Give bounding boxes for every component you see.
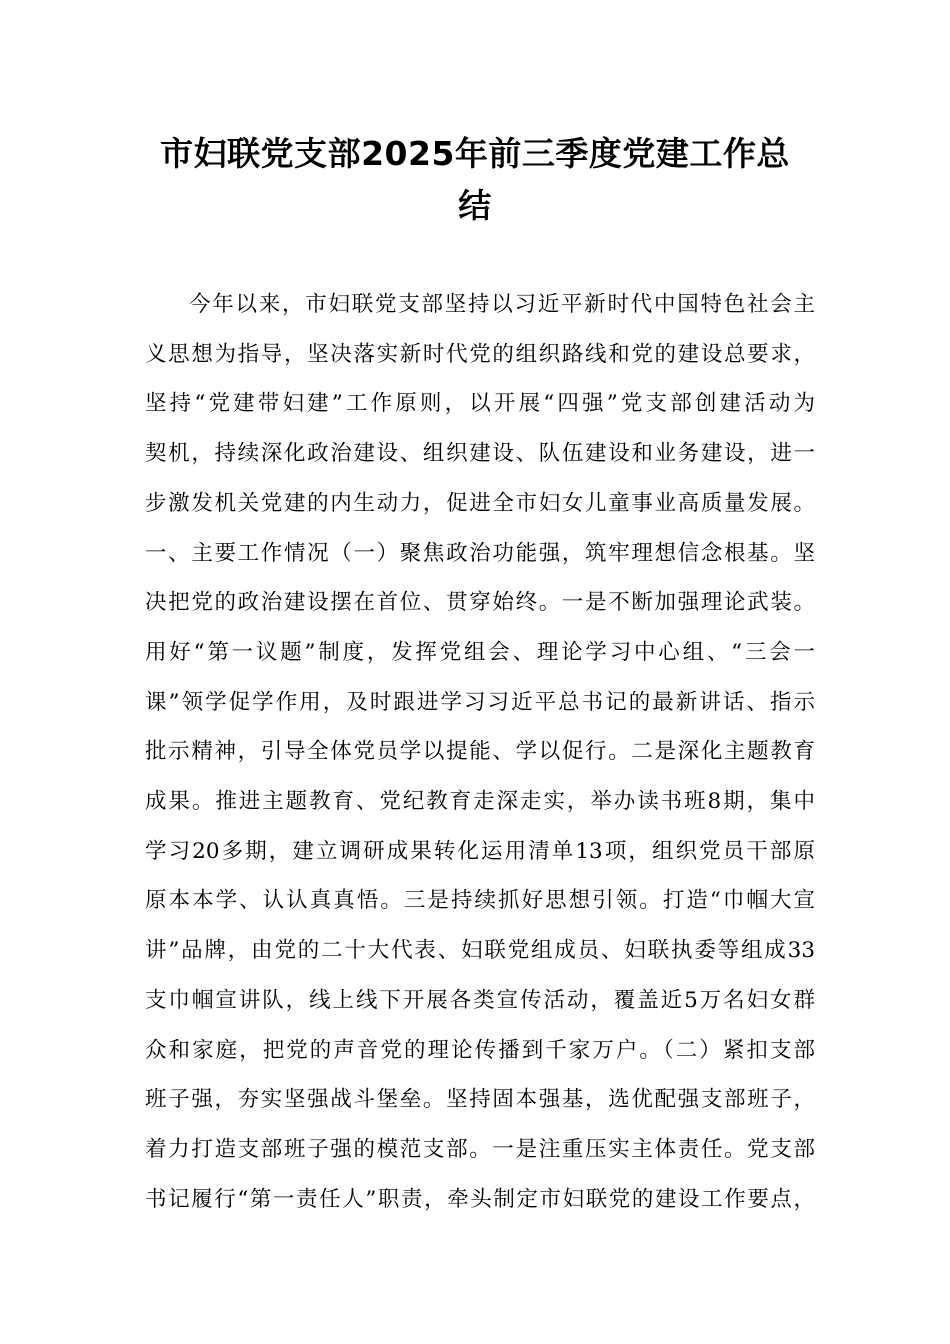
title-line-1: 市妇联党支部2025年前三季度党建工作总 [160,134,790,173]
body-line: 契机，持续深化政治建设、组织建设、队伍建设和业务建设，进一 [145,441,815,467]
body-line: 成果。推进主题教育、党纪教育走深走实，举办读书班8期，集中 [145,789,815,815]
document-title [130,128,820,232]
body-line: 众和家庭，把党的声音党的理论传播到千家万户。（二）紧扣支部 [145,1037,815,1063]
body-line: 义思想为指导，坚决落实新时代党的组织路线和党的建设总要求， [145,341,815,367]
body-line: 原本本学、认认真真悟。三是持续抓好思想引领。打造“巾帼大宣 [145,888,815,914]
body-line: 今年以来，市妇联党支部坚持以习近平新时代中国特色社会主 [189,292,815,317]
body-line: 讲”品牌，由党的二十大代表、妇联党组成员、妇联执委等组成33 [145,938,815,964]
title-line-2: 结 [458,186,492,225]
body-line: 学习20多期，建立调研成果转化运用清单13项，组织党员干部原 [145,838,815,864]
body-line: 着力打造支部班子强的模范支部。一是注重压实主体责任。党支部 [145,1136,815,1162]
body-line: 用好“第一议题”制度，发挥党组会、理论学习中心组、“三会一 [145,639,815,665]
body-line: 步激发机关党建的内生动力，促进全市妇女儿童事业高质量发展。 [145,490,815,516]
body-line: 班子强，夯实坚强战斗堡垒。坚持固本强基，选优配强支部班子， [145,1087,815,1113]
body-line: 课”领学促学作用，及时跟进学习习近平总书记的最新讲话、指示 [145,689,815,715]
body-line: 决把党的政治建设摆在首位、贯穿始终。一是不断加强理论武装。 [145,590,815,616]
body-line: 支巾帼宣讲队，线上线下开展各类宣传活动，覆盖近5万名妇女群 [145,987,815,1013]
body-line: 批示精神，引导全体党员学以提能、学以促行。二是深化主题教育 [145,739,815,765]
body-line: 坚持“党建带妇建”工作原则，以开展“四强”党支部创建活动为 [145,391,815,417]
document-body [145,280,815,1224]
body-line: 一、主要工作情况（一）聚焦政治功能强，筑牢理想信念根基。坚 [145,540,815,566]
body-line: 书记履行“第一责任人”职责，牵头制定市妇联党的建设工作要点， [145,1186,815,1212]
